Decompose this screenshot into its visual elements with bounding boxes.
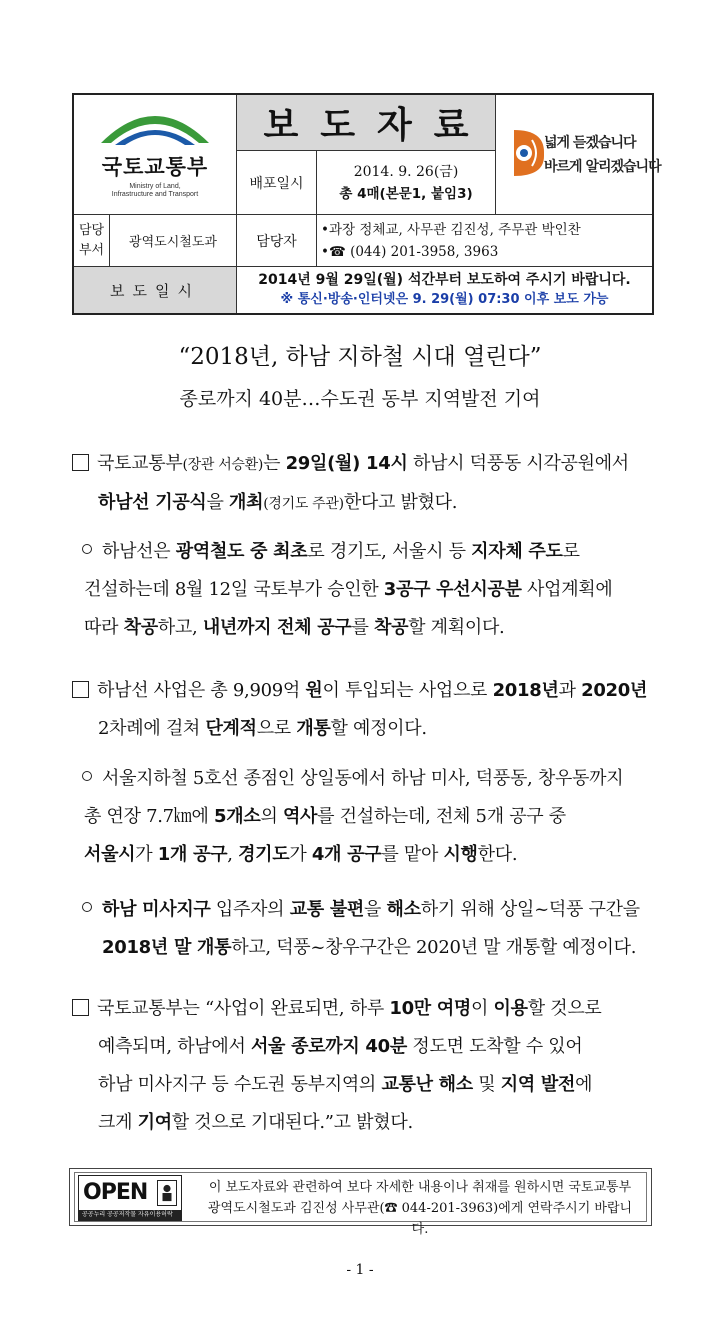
distribution-info — [317, 151, 496, 215]
paragraph-2-sub-2: 하남 미사지구 입주자의 교통 불편을 해소하기 위해 상일~덕풍 구간을 2018년 말 개통하고, 덕풍~창우구간은 2020년 말 개통할 예정이다. — [72, 891, 662, 967]
release-main: 2014년 9월 29일(월) 석간부터 보도하여 주시기 바랍니다. — [258, 272, 631, 288]
paragraph-2-sub-1: 서울지하철 5호선 종점인 상일동에서 하남 미사, 덕풍동, 창우동까지 총 연장 7.7㎞에 5개소의 역사를 건설하는데, 전체 5개 공구 중 서울시가 1개 공구, 경기도가 4개 공구를 맡아 시행한다. — [84, 768, 624, 865]
footer-line-1: 이 보도자료와 관련하여 보다 자세한 내용이나 취재를 원하시면 국토교통부 — [208, 1180, 632, 1195]
release-info — [237, 267, 652, 313]
subheadline: 종로까지 40분…수도권 동부 지역발전 기여 — [179, 388, 541, 410]
contact-persons: •과장 정체교, 사무관 김진성, 주무관 박인찬 — [321, 221, 581, 238]
slogan-line-2: 바르게 알리겠습니다 — [544, 158, 661, 175]
footer-contact-box — [69, 1168, 652, 1237]
paragraph-1-sub: 하남선은 광역철도 중 최초로 경기도, 서울시 등 지자체 주도로 건설하는데 8월 12일 국토부가 승인한 3공구 우선시공분 사업계획에 따라 착공하고, 내년까지 전체 공구를 착공할 계획이다. — [84, 541, 613, 638]
box-bullet-icon — [72, 999, 89, 1016]
box-bullet-icon — [72, 681, 89, 698]
ear-speaker-icon — [510, 126, 546, 180]
dept-name: 광역도시철도과 — [110, 215, 237, 267]
dept-label: 담당 부서 — [74, 215, 110, 267]
release-label: 보도일시 — [74, 267, 237, 313]
slogan-block — [496, 95, 661, 215]
open-text: OPEN — [83, 1180, 148, 1205]
footer-text — [200, 1177, 640, 1240]
paragraph-2: 하남선 사업은 총 9,909억 원이 투입되는 사업으로 2018년과 2020년 2차례에 걸쳐 단계적으로 개통할 예정이다. — [72, 672, 662, 748]
box-bullet-icon — [72, 454, 89, 471]
distribution-pages: 총 4매(본문1, 붙임3) — [339, 185, 473, 202]
doc-title: 보도자료 — [237, 95, 496, 151]
logo-subtitle: Ministry of Land, Infrastructure and Transport — [111, 182, 199, 198]
paragraph-1: 국토교통부(장관 서승환)는 29일(월) 14시 하남시 덕풍동 시각공원에서 하남선 기공식을 개최(경기도 주관)한다고 밝혔다. — [72, 445, 662, 523]
footer-line-2: 광역도시철도과 김진성 사무관(☎ 044-201-3963)에게 연락주시기 바랍니다. — [207, 1201, 633, 1237]
open-license-badge — [78, 1175, 182, 1221]
slogan-line-1: 넓게 듣겠습니다 — [544, 134, 636, 151]
headline: “2018년, 하남 지하철 시대 열린다” — [178, 344, 542, 370]
distribution-date: 2014. 9. 26(금) — [353, 163, 459, 180]
paragraph-3: 국토교통부는 “사업이 완료되면, 하루 10만 여명이 이용할 것으로 예측되며, 하남에서 서울 종로까지 40분 정도면 도착할 수 있어 하남 미사지구 등 수도권 동부지역의 교통난 해소 및 지역 발전에 크게 기여할 것으로 기대된다.”고 밝혔다. — [72, 990, 662, 1142]
contact-info — [317, 215, 652, 267]
ministry-logo — [74, 95, 237, 215]
circle-bullet-icon — [82, 771, 92, 781]
circle-bullet-icon — [82, 544, 92, 554]
page-number: - 1 - — [346, 1262, 374, 1278]
ministry-emblem-icon — [95, 103, 215, 149]
open-license-caption: 공공누리 공공저작물 자유이용허락 — [79, 1210, 181, 1220]
logo-title: 국토교통부 — [101, 154, 209, 179]
contact-label: 담당자 — [237, 215, 317, 267]
distribution-label: 배포일시 — [237, 151, 317, 215]
circle-bullet-icon — [82, 902, 92, 912]
attribution-person-icon — [157, 1180, 177, 1206]
contact-phone: •☎ (044) 201-3958, 3963 — [321, 243, 499, 260]
press-release-header — [72, 93, 661, 315]
release-note: ※ 통신·방송·인터넷은 9. 29(월) 07:30 이후 보도 가능 — [280, 292, 609, 307]
